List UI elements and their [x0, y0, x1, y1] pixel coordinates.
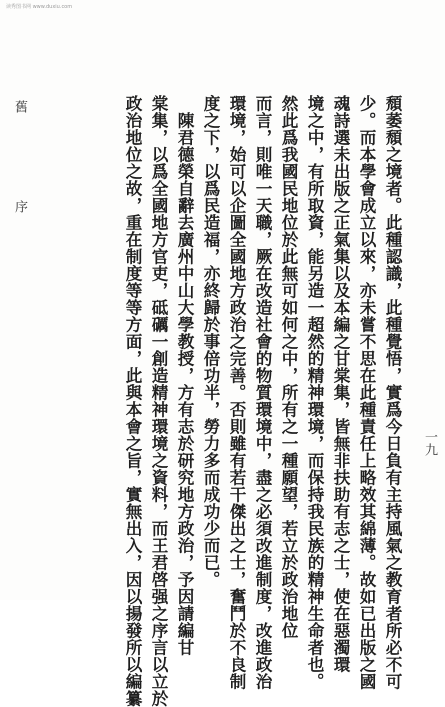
text-column: 頹萎頹之境者。此種認識，此種覺悟，實爲今日負有主持風氣之教育者所必不可: [383, 95, 403, 690]
vertical-text-block: [123, 95, 403, 707]
section-label: 序: [12, 200, 27, 213]
text-column: 陳君德榮自辭去廣州中山大學教授，方有志於研究地方政治，予因請編甘: [175, 95, 195, 656]
text-column: 境之中，有所取資，能另造一超然的精神環境，而保持我民族的精神生命者也。: [305, 95, 325, 690]
page-number: 一九: [422, 430, 437, 456]
text-column: 然此爲我國民地位於此無可如何之中，所有之一種願望，若立於政治地位: [279, 95, 299, 639]
text-column: 而言，則唯一天職，厥在改造社會的物質環境中，盡之必須改進制度，改進政治: [253, 95, 273, 690]
text-column: 度之下，以爲民造福，亦終歸於事倍功半，勞力多而成功少而已。: [201, 95, 221, 588]
text-column: 棠集，以爲全國地方官吏，砥礪一創造精神環境之資料，而王君啓强之序言以立於: [149, 95, 169, 707]
running-head: 舊: [12, 100, 27, 113]
text-column: 環境，始可以企圖全國地方政治之完善。否則雖有若干傑出之士，奮鬥於不良制: [227, 95, 247, 690]
text-column: 少。而本學會成立以來，亦未嘗不思在此種責任上略效其綿薄。故如已出版之國: [357, 95, 377, 690]
text-column: 政治地位之故，重在制度等等方面，此與本會之旨，實無出入，因以揚發所以編纂: [123, 95, 143, 707]
watermark-text: 读秀图书网 www.duxiu.com: [6, 4, 73, 10]
text-column: 魂詩選未出版之正氣集以及本編之甘棠集，皆無非扶助有志之士，使在惡濁環: [331, 95, 351, 673]
